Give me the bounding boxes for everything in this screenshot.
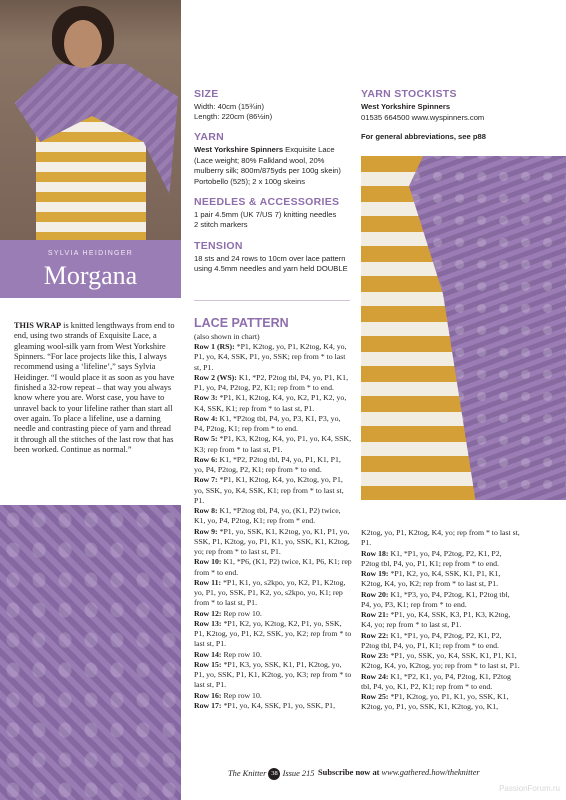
intro-paragraph [14, 321, 177, 455]
pattern-row [194, 691, 352, 701]
pattern-row [194, 373, 352, 394]
needles-line2: 2 stitch markers [194, 220, 248, 229]
pattern-row [194, 434, 352, 455]
pattern-row [194, 414, 352, 435]
yarn-name: Exquisite Lace [283, 145, 335, 154]
page-number: 38 [268, 768, 280, 780]
model-photo [0, 0, 181, 240]
row-instructions: *P1, K1, yo, s2kpo, yo, K2, P1, K2tog, yo, P1, yo, SSK, P1, K2, yo, s2kpo, yo, K1; rep from * to last st, P1. [194, 577, 346, 608]
row-label: Row 25: [361, 692, 389, 701]
row-instructions: K1, *P3, yo, P4, P2tog, K1, P2tog tbl, P4, yo, P3, K1; rep from * to end. [361, 589, 510, 609]
row-label: Row 2 (WS): [194, 372, 237, 382]
row-instructions: *P1, yo, K4, SSK, P1, yo, SSK, P1, [221, 700, 336, 710]
pattern-row [194, 578, 352, 609]
tension-line1: 18 sts and 24 rows to 10cm over lace pattern [194, 254, 346, 263]
intro-text: is knitted lengthways from end to end, using two strands of Exquisite Lace, a gleaming wool-silk yarn from West Yorkshire Spinners. “For lace projects like this, I always recommend using a ‘lifeline’,” says Sylvia Heidinger. “I would place it as soon as you have finished a 32-row repeat – that way you always know where you are. Worst case, you have to unravel back to your lifeline rather than start all over again. To place a lifeline, use a darning needle and contrasting piece of yarn and thread it through all the stitches of the last row that has been worked. Continue as normal.” [14, 321, 175, 455]
lace-pattern-heading: LACE PATTERN [194, 316, 289, 330]
row-label: Row 22: [361, 630, 389, 640]
closeup-photo [361, 156, 566, 500]
pattern-row [194, 506, 352, 527]
yarn-line2: (Lace weight; 80% Falkland wool, 20% [194, 155, 325, 165]
size-heading: SIZE [194, 88, 219, 100]
row-label: Row 7: [194, 475, 218, 485]
row-instructions: K1, *P1, yo, P4, P2tog, P2, K1, P2, P2tog tbl, P4, yo, P1, K1; rep from * to end. [361, 548, 502, 568]
lace-detail-photo [0, 505, 181, 800]
row-instructions: K1, *P2, P2tog tbl, P4, yo, P1, K1, P1, yo, P4, P2tog, P2, K1; rep from * to end. [194, 454, 341, 474]
row-instructions: K1, *P2, K1, yo, P4, P2tog, K1, P2tog tbl, P4, yo, K1, P2, K1; rep from * to end. [361, 671, 511, 691]
pattern-row [361, 692, 521, 713]
tension-line2: using 4.5mm needles and yarn held DOUBLE [194, 264, 348, 273]
pattern-row [361, 569, 521, 590]
row-instructions: *P1, K3, K2tog, K4, yo, P1, yo, K4, SSK, K3; rep from * to last st, P1. [194, 434, 352, 454]
subscribe-line [318, 768, 480, 777]
pattern-column-1 [194, 342, 352, 711]
row-label: Row 6: [194, 454, 218, 464]
row-label: Row 11: [194, 577, 222, 587]
row-instructions: K1, *P2, P2tog tbl, P4, yo, P1, K1, P1, yo, P4, P2tog, P2, K1; rep from * to end. [194, 372, 349, 392]
row-label: Row 8: [194, 506, 218, 515]
row-instructions: K1, *P6, (K1, P2) twice, K1, P6, K1; rep from * to end. [194, 557, 352, 577]
pattern-title: Morgana [43, 261, 138, 290]
pattern-column-2 [361, 528, 521, 713]
pattern-row [194, 660, 352, 691]
yarn-heading: YARN [194, 131, 224, 143]
pattern-row [194, 557, 352, 578]
row-label: Row 15: [194, 659, 222, 669]
row-instructions: *P1, K2tog, yo, P1, K2tog, K4, yo, P1, yo, K4, SSK, P1, yo, SSK; rep from * to last st, P1. [194, 342, 347, 372]
abbreviations-note: For general abbreviations, see p88 [361, 132, 486, 141]
pattern-row [194, 455, 352, 476]
row-label: Row 16: [194, 690, 222, 700]
pattern-row [361, 549, 521, 570]
stockist-name: West Yorkshire Spinners [361, 102, 451, 111]
pattern-row [194, 342, 352, 373]
subscribe-url[interactable]: www.gathered.how/theknitter [381, 768, 480, 777]
row-label: Row 10: [194, 557, 222, 567]
needles-heading: NEEDLES & ACCESSORIES [194, 196, 340, 208]
row-label: Row 12: [194, 608, 222, 618]
watermark: PassionForum.ru [499, 784, 560, 793]
row-instructions: *P1, yo, SSK, yo, K4, SSK, K1, P1, K1, K2tog, K4, yo, K2tog, yo; rep from * to last st, P1. [361, 651, 520, 671]
row-instructions: Rep row 10. [221, 649, 262, 659]
model-face [64, 20, 102, 68]
pattern-row [194, 475, 352, 506]
magazine-name: The Knitter [228, 768, 267, 778]
row-instructions: *P1, K1, K2tog, K4, yo, K2tog, yo, P1, yo, SSK, yo, K4, SSK, K1; rep from * to last st, P1. [194, 475, 344, 505]
pattern-row [361, 610, 521, 631]
row-label: Row 19: [361, 569, 389, 578]
pattern-row [194, 527, 352, 558]
pattern-row [361, 672, 521, 693]
row-label: Row 21: [361, 610, 389, 619]
row-instructions: K1, *P1, yo, P4, P2tog, P2, K1, P2, P2tog tbl, P4, yo, P1, K1; rep from * to end. [361, 630, 502, 650]
row-instructions: *P1, yo, K4, SSK, K3, P1, K3, K2tog, K4, yo; rep from * to last st, P1. [361, 610, 511, 630]
row-label: Row 13: [194, 618, 222, 628]
row-label: Row 17: [194, 700, 222, 710]
row-label: Row 14: [194, 649, 222, 659]
subscribe-text: Subscribe now at [318, 768, 382, 777]
issue-number: Issue 215 [282, 768, 315, 778]
row-continuation: K2tog, yo, P1, K2tog, K4, yo; rep from * to last st, P1. [361, 528, 520, 548]
stockist-contact: 01535 664500 www.wyspinners.com [361, 113, 485, 122]
lace-pattern-subtitle: (also shown in chart) [194, 332, 260, 341]
knit-closeup [409, 156, 566, 500]
row-instructions: *P1, K1, K2tog, K4, yo, K2, P1, K2, yo, K4, SSK, K1; rep from * to last st, P1. [194, 393, 347, 413]
row-instructions: Rep row 10. [221, 690, 262, 700]
row-instructions: *P1, K2, yo, K2tog, K2, P1, yo, SSK, P1, K2tog, yo, P1, K2, SSK, yo, K2; rep from * to last st, P1. [194, 618, 352, 649]
stockists-heading: YARN STOCKISTS [361, 88, 457, 100]
row-instructions: Rep row 10. [221, 608, 262, 618]
row-instructions: *P1, K3, yo, SSK, K1, P1, K2tog, yo, P1, yo, SSK, P1, K1, K2tog, yo, K3; rep from * to last st, P1. [194, 659, 352, 690]
row-label: Row 23: [361, 651, 389, 660]
pattern-row [194, 393, 352, 414]
intro-lead: THIS WRAP [14, 321, 62, 330]
size-width: Width: 40cm (15¾in) [194, 102, 265, 111]
row-label: Row 1 (RS): [194, 342, 235, 351]
pattern-row [194, 650, 352, 660]
row-instructions: *P1, K2, yo, K4, SSK, K1, P1, K1, K2tog, K4, yo, K2; rep from * to last st, P1. [361, 569, 501, 589]
pattern-row [194, 701, 352, 711]
row-label: Row 5: [194, 434, 218, 444]
pattern-row [194, 609, 352, 619]
row-instructions: *P1, yo, SSK, K1, K2tog, yo, K1, P1, yo, SSK, P1, K2tog, yo, P1, K1, yo, SSK, K1, K2tog, yo; rep from * to last st, P1. [194, 526, 350, 556]
row-label: Row 20: [361, 589, 389, 599]
row-instructions: *P1, K2tog, yo, P1, K1, yo, SSK, K1, K2tog, yo, P1, yo, SSK, K1, K2tog, yo, K1, [361, 692, 509, 712]
yarn-brand: West Yorkshire Spinners [194, 145, 284, 154]
designer-name: SYLVIA HEIDINGER [47, 250, 134, 257]
size-length: Length: 220cm (86½in) [194, 112, 273, 121]
row-label: Row 4: [194, 413, 218, 423]
pattern-row [194, 619, 352, 650]
yarn-line4: Portobello (525); 2 x 100g skeins [194, 176, 306, 186]
section-divider [194, 300, 350, 301]
row-label: Row 3: [194, 393, 218, 403]
row-label: Row 9: [194, 526, 218, 536]
row-instructions: K1, *P2tog tbl, P4, yo, P3, K1, P3, yo, P4, P2tog, K1; rep from * to end. [194, 413, 341, 433]
row-instructions: K1, *P2tog tbl, P4, yo, (K1, P2) twice, K1, yo, P4, P2tog, K1; rep from * end. [194, 506, 341, 526]
footer-issue [228, 768, 314, 780]
yarn-details [194, 145, 362, 187]
row-label: Row 18: [361, 548, 389, 558]
tension-heading: TENSION [194, 240, 243, 252]
pattern-row [361, 631, 521, 652]
pattern-row [361, 651, 521, 672]
yarn-line3: mulberry silk; 800m/875yds per 100g skein) [194, 166, 341, 176]
needles-line1: 1 pair 4.5mm (UK 7/US 7) knitting needles [194, 210, 337, 219]
row-label: Row 24: [361, 671, 389, 681]
pattern-row [361, 590, 521, 611]
